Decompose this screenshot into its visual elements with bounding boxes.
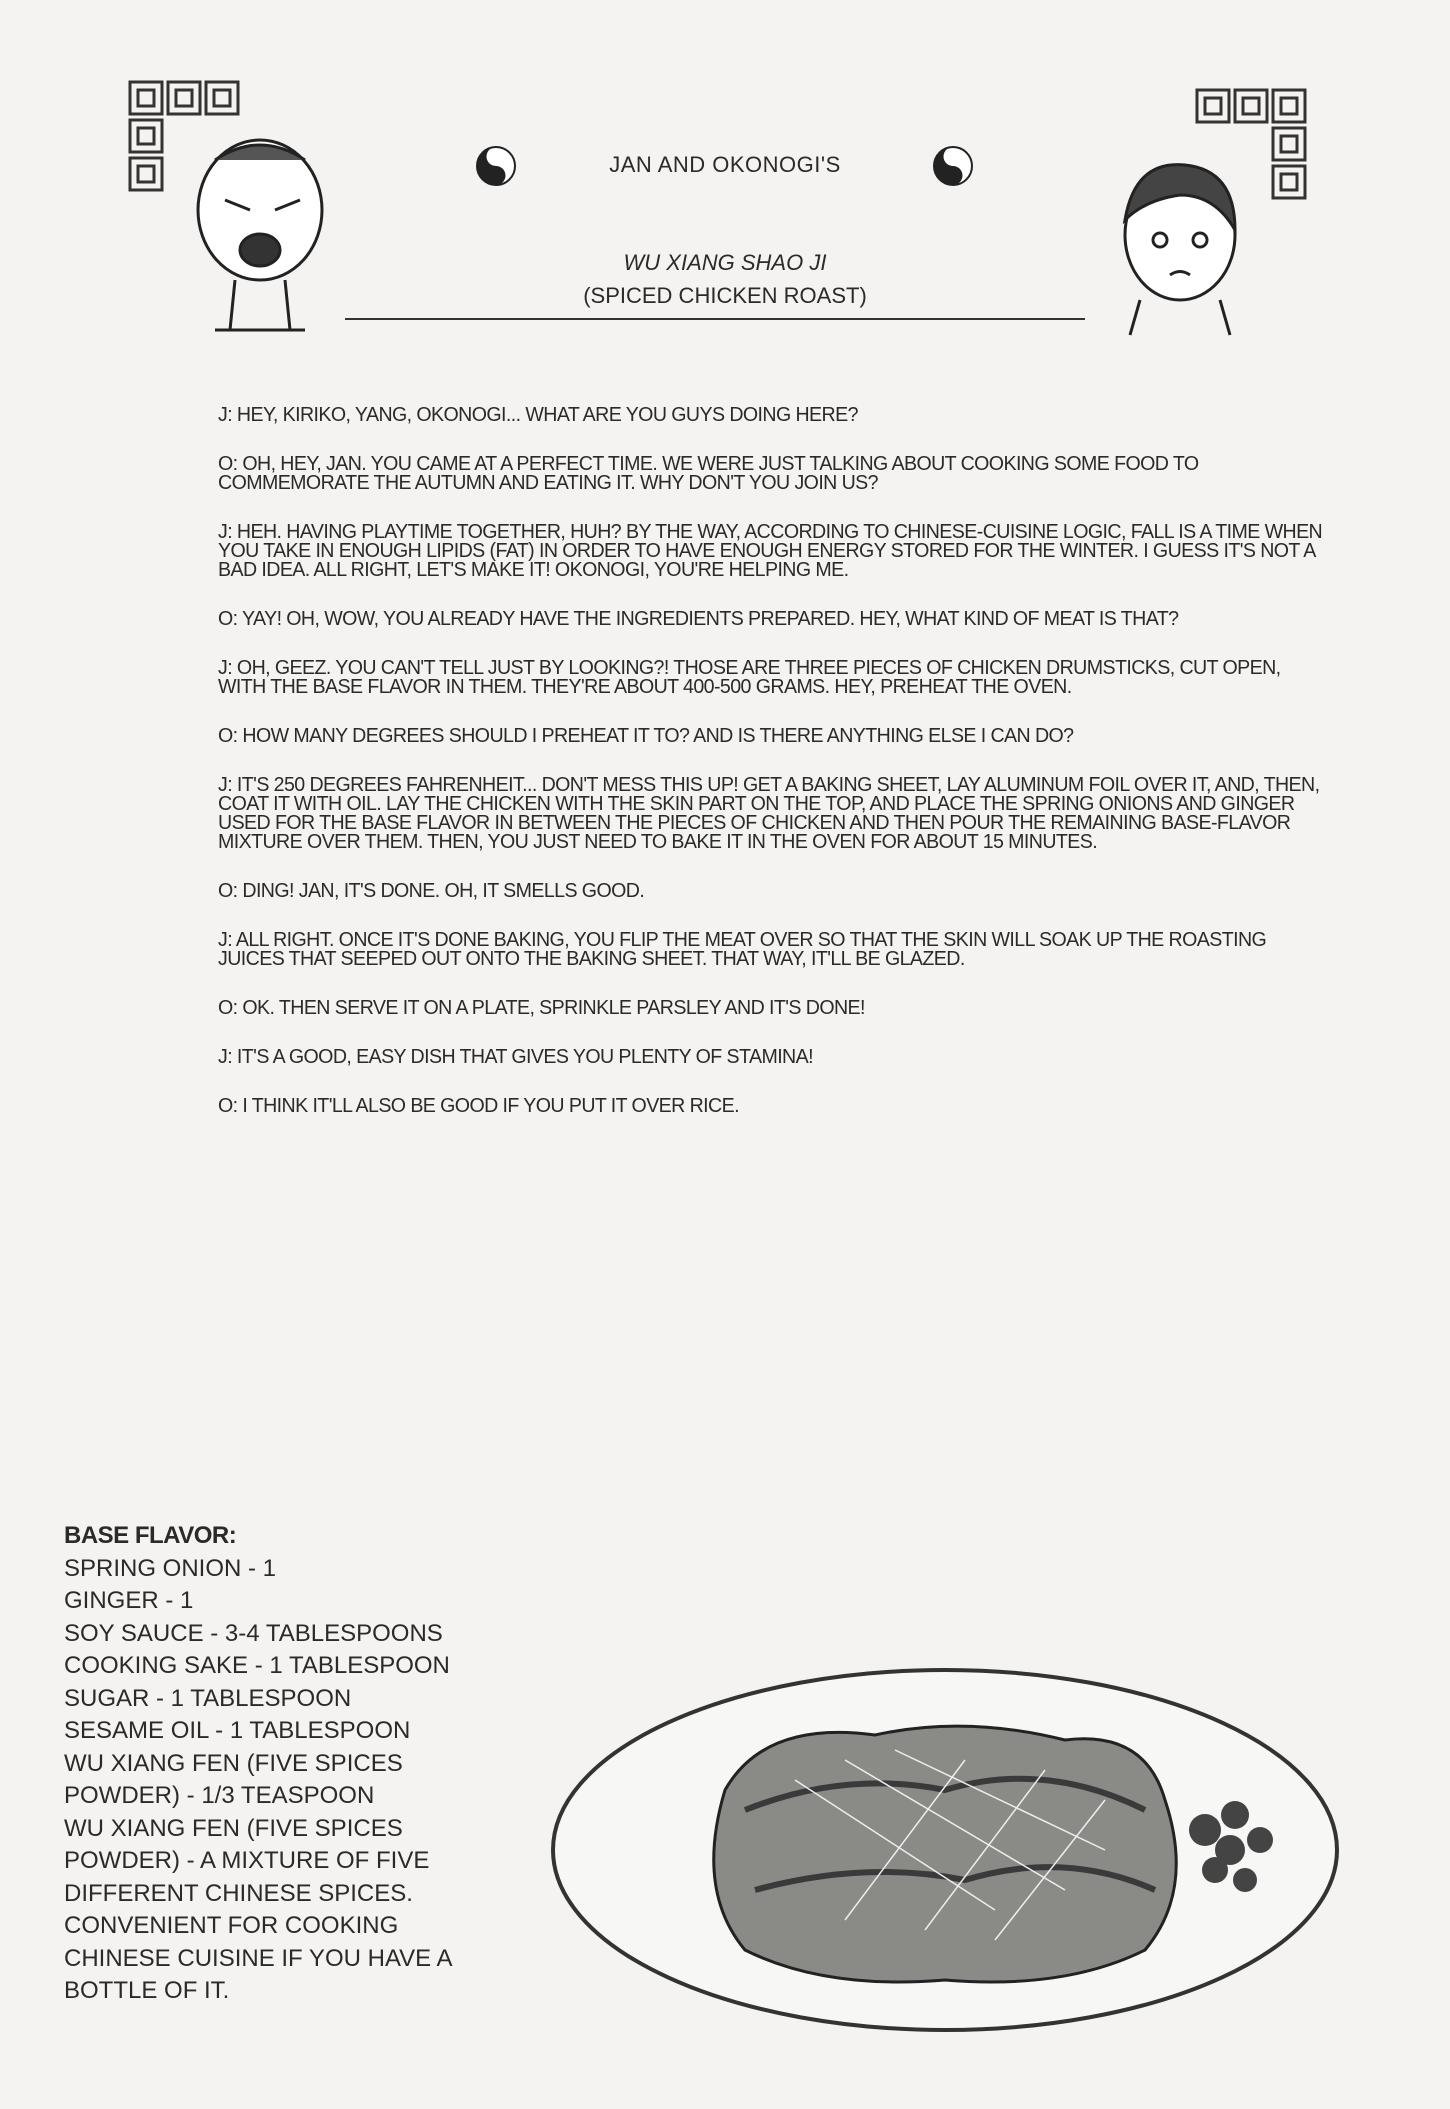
dialogue-line: O: DING! JAN, IT'S DONE. OH, IT SMELLS GOOD.: [218, 880, 645, 902]
ingredient-line: WU XIANG FEN (FIVE SPICES: [64, 1749, 403, 1777]
base-flavor-list: [64, 1520, 584, 2008]
page-title: JAN AND OKONOGI'S: [609, 152, 841, 177]
dialogue-line: O: OH, HEY, JAN. YOU CAME AT A PERFECT TIME. WE WERE JUST TALKING ABOUT COOKING SOME FOOD TO COMMEMORATE THE AUTUMN AND EATING IT. WHY DON'T YOU JOIN US?: [218, 453, 1199, 494]
dialogue-line: J: IT'S A GOOD, EASY DISH THAT GIVES YOU PLENTY OF STAMINA!: [218, 1046, 813, 1068]
dialogue-line: J: HEY, KIRIKO, YANG, OKONOGI... WHAT ARE YOU GUYS DOING HERE?: [218, 404, 858, 426]
chicken-plate-illustration: [545, 1660, 1345, 2050]
ingredient-line: COOKING SAKE - 1 TABLESPOON: [64, 1652, 450, 1679]
ingredient-line: SPRING ONION - 1: [64, 1554, 277, 1582]
ingredient-line: CHINESE CUISINE IF YOU HAVE A: [64, 1944, 453, 1972]
ingredient-line: POWDER) - A MIXTURE OF FIVE: [64, 1847, 430, 1874]
okonogi-character-illustration: [1095, 150, 1270, 340]
dialogue-line: O: HOW MANY DEGREES SHOULD I PREHEAT IT TO? AND IS THERE ANYTHING ELSE I CAN DO?: [218, 725, 1074, 747]
dialogue-line: J: IT'S 250 DEGREES FAHRENHEIT... DON'T MESS THIS UP! GET A BAKING SHEET, LAY ALUMINUM FOIL OVER IT, AND, THEN, COAT IT WITH OIL. LAY THE CHICKEN WITH THE SKIN PART ON THE TOP, AND PLACE THE SPRING ONIONS AND GINGER USED FOR THE BASE FLAVOR IN BETWEEN THE PIECES OF CHICKEN AND THEN POUR THE REMAINING BASE-FLAVOR MIXTURE OVER THEM. THEN, YOU JUST NEED TO BAKE IT IN THE OVEN FOR ABOUT 15 MINUTES.: [218, 774, 1320, 853]
header-divider: [345, 318, 1085, 320]
dialogue-line: J: HEH. HAVING PLAYTIME TOGETHER, HUH? BY THE WAY, ACCORDING TO CHINESE-CUISINE LOGIC, FALL IS A TIME WHEN YOU TAKE IN ENOUGH LIPIDS (FAT) IN ORDER TO HAVE ENOUGH ENERGY STORED FOR THE WINTER. I GUESS IT'S NOT A BAD IDEA. ALL RIGHT, LET'S MAKE IT! OKONOGI, YOU'RE HELPING ME.: [218, 521, 1323, 581]
base-flavor-heading: BASE FLAVOR:: [64, 1522, 237, 1549]
dialogue-line: O: OK. THEN SERVE IT ON A PLATE, SPRINKLE PARSLEY AND IT'S DONE!: [218, 997, 865, 1019]
dialogue: [218, 406, 1348, 1146]
ingredient-line: GINGER - 1: [64, 1587, 194, 1614]
yin-yang-icon-right: [932, 145, 974, 187]
ingredient-line: SOY SAUCE - 3-4 TABLESPOONS: [64, 1619, 443, 1647]
ingredient-line: SESAME OIL - 1 TABLESPOON: [64, 1717, 411, 1744]
ingredient-line: DIFFERENT CHINESE SPICES.: [64, 1879, 413, 1907]
ingredient-line: CONVENIENT FOR COOKING: [64, 1912, 399, 1939]
dialogue-line: J: OH, GEEZ. YOU CAN'T TELL JUST BY LOOKING?! THOSE ARE THREE PIECES OF CHICKEN DRUMSTICKS, CUT OPEN, WITH THE BASE FLAVOR IN THEM. THEY'RE ABOUT 400-500 GRAMS. HEY, PREHEAT THE OVEN.: [218, 657, 1281, 698]
dialogue-line: J: ALL RIGHT. ONCE IT'S DONE BAKING, YOU FLIP THE MEAT OVER SO THAT THE SKIN WILL SOAK UP THE ROASTING JUICES THAT SEEPED OUT ONTO THE BAKING SHEET. THAT WAY, IT'LL BE GLAZED.: [218, 929, 1267, 970]
ingredient-line: BOTTLE OF IT.: [64, 1977, 230, 2004]
ingredient-line: POWDER) - 1/3 TEASPOON: [64, 1782, 375, 1809]
dialogue-line: O: I THINK IT'LL ALSO BE GOOD IF YOU PUT IT OVER RICE.: [218, 1095, 739, 1117]
ingredient-line: SUGAR - 1 TABLESPOON: [64, 1684, 352, 1712]
ingredient-line: WU XIANG FEN (FIVE SPICES: [64, 1814, 403, 1842]
dialogue-line: O: YAY! OH, WOW, YOU ALREADY HAVE THE INGREDIENTS PREPARED. HEY, WHAT KIND OF MEAT IS THAT?: [218, 608, 1179, 630]
recipe-translation: (SPICED CHICKEN ROAST): [583, 283, 867, 308]
recipe-name: WU XIANG SHAO JI: [623, 250, 827, 275]
